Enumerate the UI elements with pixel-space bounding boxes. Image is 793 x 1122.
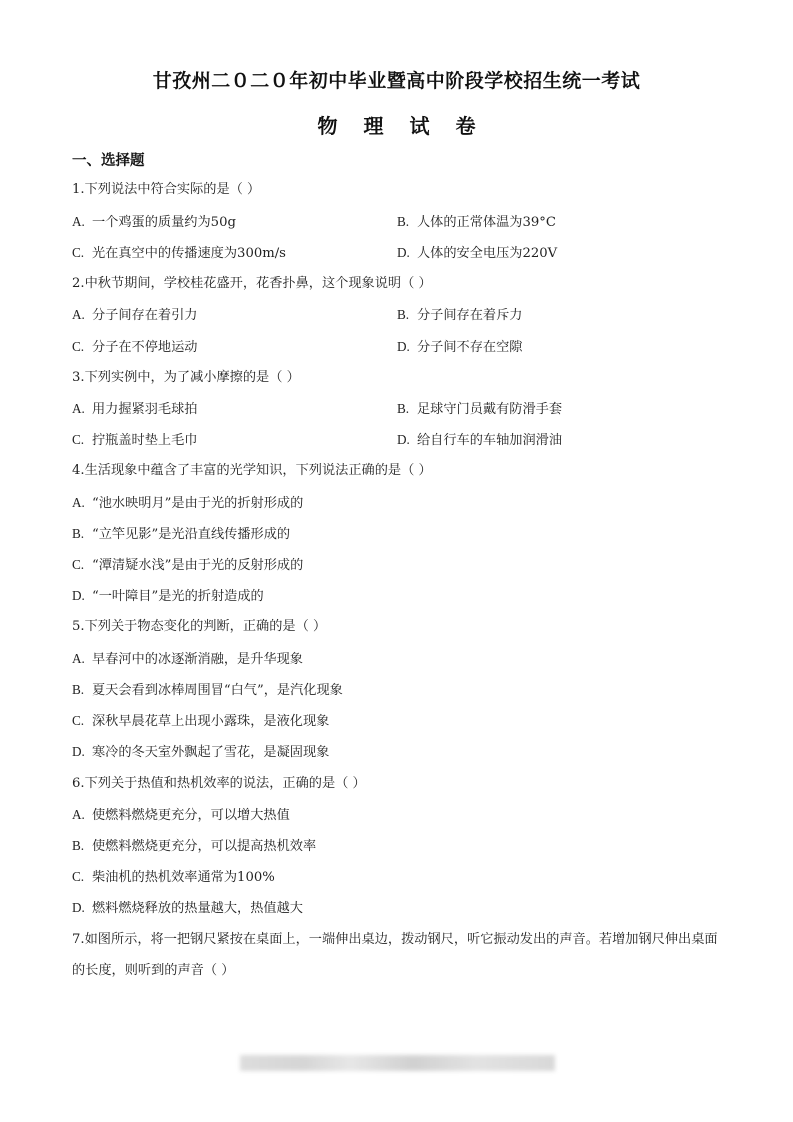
question-5-option-b[interactable] <box>72 681 343 700</box>
option-text: 燃料燃烧释放的热量越大，热值越大 <box>92 901 303 916</box>
option-text: “立竿见影”是光沿直线传播形成的 <box>92 527 291 542</box>
question-3-option-c[interactable] <box>72 431 198 450</box>
option-text: 拧瓶盖时垫上毛巾 <box>92 433 198 448</box>
option-text: 给自行车的车轴加润滑油 <box>417 433 563 448</box>
question-5-option-a[interactable] <box>72 650 303 669</box>
footer-watermark <box>240 1055 555 1071</box>
option-text: 人体的正常体温为39°C <box>417 215 556 230</box>
option-letter: A. <box>72 401 85 416</box>
option-letter: A. <box>72 651 85 666</box>
exam-title: 甘孜州二０二０年初中毕业暨高中阶段学校招生统一考试 <box>152 70 641 92</box>
question-2-option-c[interactable] <box>72 338 198 357</box>
option-text: 深秋早晨花草上出现小露珠，是液化现象 <box>92 714 330 729</box>
option-letter: C. <box>72 245 85 260</box>
option-text: 使燃料燃烧更充分，可以增大热值 <box>92 808 290 823</box>
question-6-option-d[interactable] <box>72 899 303 918</box>
question-1-stem: 1.下列说法中符合实际的是（ ） <box>72 182 261 197</box>
option-text: 分子间存在着引力 <box>92 308 198 323</box>
question-6-option-c[interactable] <box>72 868 275 887</box>
option-letter: B. <box>72 838 85 853</box>
option-letter: D. <box>397 245 410 260</box>
question-3-option-b[interactable] <box>397 400 562 419</box>
question-2-option-d[interactable] <box>397 338 523 357</box>
question-1-option-c[interactable] <box>72 244 286 263</box>
option-text: 分子间存在着斥力 <box>417 308 523 323</box>
option-text: 使燃料燃烧更充分，可以提高热机效率 <box>92 839 317 854</box>
option-letter: C. <box>72 713 85 728</box>
option-letter: A. <box>72 495 85 510</box>
option-letter: B. <box>397 401 410 416</box>
question-4-option-d[interactable] <box>72 587 264 606</box>
option-text: 柴油机的热机效率通常为100% <box>92 870 275 885</box>
option-text: 分子在不停地运动 <box>92 340 198 355</box>
option-letter: B. <box>72 682 85 697</box>
option-letter: B. <box>397 214 410 229</box>
option-text: “一叶障目”是光的折射造成的 <box>92 589 264 604</box>
question-3-stem: 3.下列实例中，为了减小摩擦的是（ ） <box>72 370 300 385</box>
option-letter: D. <box>72 900 85 915</box>
question-6-option-b[interactable] <box>72 837 316 856</box>
option-letter: C. <box>72 869 85 884</box>
option-letter: D. <box>397 339 410 354</box>
question-1-option-b[interactable] <box>397 213 556 232</box>
option-letter: D. <box>397 432 410 447</box>
question-2-option-a[interactable] <box>72 306 198 325</box>
question-4-option-b[interactable] <box>72 525 290 544</box>
exam-subject: 物理试卷 <box>317 114 502 138</box>
question-5-option-d[interactable] <box>72 743 329 762</box>
option-text: 用力握紧羽毛球拍 <box>92 402 198 417</box>
option-letter: A. <box>72 807 85 822</box>
option-letter: D. <box>72 744 85 759</box>
option-text: 早春河中的冰逐渐消融，是升华现象 <box>92 652 303 667</box>
section-heading: 一、选择题 <box>72 152 145 169</box>
question-7-stem: 7.如图所示，将一把钢尺紧按在桌面上，一端伸出桌边，拨动钢尺，听它振动发出的声音。若增加钢尺伸出桌面的长度，则听到的声音（ ） <box>72 932 718 978</box>
question-5-option-c[interactable] <box>72 712 329 731</box>
option-letter: A. <box>72 307 85 322</box>
option-text: 一个鸡蛋的质量约为50g <box>92 215 236 230</box>
question-4-option-a[interactable] <box>72 494 303 513</box>
option-text: “潭清疑水浅”是由于光的反射形成的 <box>92 558 304 573</box>
question-4-option-c[interactable] <box>72 556 303 575</box>
question-6-option-a[interactable] <box>72 806 290 825</box>
option-text: “池水映明月”是由于光的折射形成的 <box>92 496 304 511</box>
option-text: 分子间不存在空隙 <box>417 340 523 355</box>
option-letter: D. <box>72 588 85 603</box>
question-5-stem: 5.下列关于物态变化的判断，正确的是（ ） <box>72 619 327 634</box>
question-2-stem: 2.中秋节期间，学校桂花盛开，花香扑鼻，这个现象说明（ ） <box>72 276 432 291</box>
question-3-option-d[interactable] <box>397 431 562 450</box>
question-4-stem: 4.生活现象中蕴含了丰富的光学知识，下列说法正确的是（ ） <box>72 463 432 478</box>
option-letter: C. <box>72 557 85 572</box>
option-letter: B. <box>72 526 85 541</box>
option-letter: C. <box>72 339 85 354</box>
question-1-option-a[interactable] <box>72 213 236 232</box>
option-letter: C. <box>72 432 85 447</box>
option-letter: A. <box>72 214 85 229</box>
option-text: 光在真空中的传播速度为300m/s <box>92 246 286 261</box>
option-text: 寒冷的冬天室外飘起了雪花，是凝固现象 <box>92 745 330 760</box>
option-text: 夏天会看到冰棒周围冒“白气”，是汽化现象 <box>92 683 343 698</box>
question-1-option-d[interactable] <box>397 244 557 263</box>
question-2-option-b[interactable] <box>397 306 523 325</box>
option-letter: B. <box>397 307 410 322</box>
question-3-option-a[interactable] <box>72 400 198 419</box>
option-text: 足球守门员戴有防滑手套 <box>417 402 563 417</box>
question-6-stem: 6.下列关于热值和热机效率的说法，正确的是（ ） <box>72 776 366 791</box>
option-text: 人体的安全电压为220V <box>417 246 558 261</box>
